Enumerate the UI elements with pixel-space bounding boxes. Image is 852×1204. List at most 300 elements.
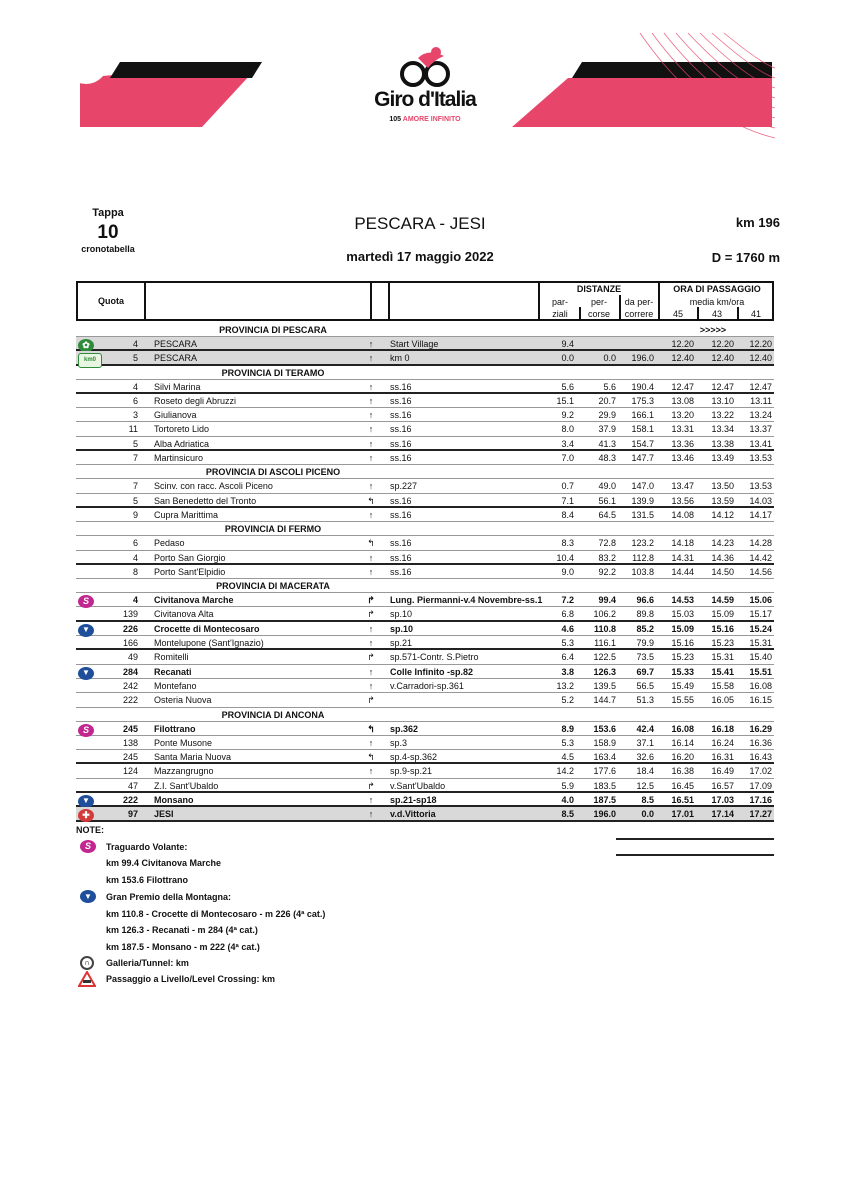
time-45-cell: 15.23	[671, 652, 694, 663]
direction-icon: ↑	[368, 766, 374, 777]
percorse-cell: 116.1	[594, 638, 616, 649]
time-41-cell: 14.03	[749, 495, 772, 506]
direction-icon: ↑	[368, 566, 374, 577]
stage-elevation-gain: D = 1760 m	[711, 250, 780, 265]
time-41-cell: 13.37	[749, 424, 772, 435]
quota-cell: 4	[132, 381, 138, 392]
parziali-cell: 9.0	[561, 566, 574, 577]
time-41-cell: 17.16	[749, 795, 772, 806]
parziali-cell: 7.2	[561, 595, 574, 606]
table-row	[76, 408, 774, 422]
road-cell: Colle Infinito -sp.82	[390, 666, 474, 677]
road-cell: sp.9-sp.21	[390, 766, 433, 777]
giro-logo-icon	[402, 47, 448, 85]
percorse-cell: 37.9	[598, 424, 616, 435]
direction-icon: ↱	[367, 695, 375, 706]
table-row	[76, 494, 774, 508]
quota-cell: 3	[132, 410, 138, 421]
table-row	[76, 437, 774, 451]
quota-cell: 245	[122, 723, 138, 734]
time-45-cell: 13.20	[671, 410, 694, 421]
time-41-cell: 14.28	[749, 538, 772, 549]
parziali-cell: 3.4	[561, 438, 574, 449]
time-41-cell: 14.17	[749, 509, 772, 520]
quota-cell: 47	[127, 780, 138, 791]
table-row	[76, 565, 774, 579]
time-41-cell: 12.40	[749, 353, 772, 364]
parziali-cell: 4.5	[561, 752, 574, 763]
table-row	[76, 779, 774, 793]
distanze-header: DISTANZE par- ziali per- corse da per- correre	[540, 283, 660, 319]
road-cell: sp.362	[390, 723, 419, 734]
time-45-cell: 13.36	[671, 438, 694, 449]
quota-cell: 242	[122, 680, 138, 691]
direction-icon: ↑	[368, 339, 374, 349]
table-row	[76, 793, 774, 807]
quota-header: Quota	[98, 296, 124, 306]
table-row	[76, 337, 774, 351]
logo-text: Giro d'Italia	[374, 88, 476, 111]
dapercorrere-cell: 56.5	[636, 680, 654, 691]
time-45-cell: 13.31	[671, 424, 694, 435]
stage-distance: km 196	[735, 215, 780, 230]
place-name: Crocette di Montecosaro	[154, 623, 260, 634]
parziali-cell: 0.0	[561, 353, 574, 364]
parziali-cell: 0.7	[561, 481, 574, 492]
logo-subtitle-num: 105	[389, 116, 402, 123]
tappa-number: 10	[97, 222, 119, 243]
direction-icon: ↱	[367, 595, 375, 606]
place-name: Scinv. con racc. Ascoli Piceno	[154, 481, 273, 492]
time-45-cell: 12.20	[671, 339, 694, 349]
table-row	[76, 479, 774, 493]
percorse-cell: 72.8	[598, 538, 616, 549]
parziali-cell: 8.3	[561, 538, 574, 549]
time-41-cell: 16.15	[749, 695, 772, 706]
time-45-cell: 13.46	[671, 453, 694, 464]
dapercorrere-cell: 166.1	[631, 410, 654, 421]
direction-icon: ↑	[368, 552, 374, 563]
time-45-cell: 16.08	[671, 723, 694, 734]
quota-cell: 97	[127, 809, 138, 820]
dapercorrere-cell: 139.9	[631, 495, 654, 506]
stage-title: PESCARA - JESI	[354, 214, 486, 233]
percorse-cell: 163.4	[593, 752, 616, 763]
parziali-cell: 8.4	[561, 509, 574, 520]
time-45-cell: 16.51	[671, 795, 694, 806]
percorse-cell: 29.9	[598, 410, 616, 421]
direction-icon: ↑	[368, 737, 374, 748]
place-name: Roseto degli Abruzzi	[154, 395, 237, 406]
parziali-cell: 10.4	[556, 552, 574, 563]
province-label: PROVINCIA DI ASCOLI PICENO	[205, 467, 341, 478]
time-45-cell: 14.08	[671, 509, 694, 520]
direction-icon: ↰	[367, 495, 375, 506]
tappa-label: Tappa	[92, 207, 124, 219]
dapercorrere-cell: 85.2	[636, 623, 654, 634]
place-name: Santa Maria Nuova	[154, 752, 232, 763]
table-row	[76, 508, 774, 522]
time-45-cell: 15.33	[671, 666, 694, 677]
dapercorrere-cell: 96.6	[636, 595, 654, 606]
table-row	[76, 422, 774, 436]
road-cell: sp.3	[390, 737, 408, 748]
time-43-cell: 16.24	[711, 737, 734, 748]
time-43-cell: 16.57	[711, 780, 734, 791]
province-header	[76, 708, 774, 722]
table-row	[76, 607, 774, 621]
place-name: Tortoreto Lido	[154, 424, 210, 435]
time-45-cell: 17.01	[671, 809, 694, 820]
dapercorrere-cell: 32.6	[636, 752, 654, 763]
dapercorrere-cell: 196.0	[631, 353, 654, 364]
mountain-gpm-icon: ▼	[78, 624, 94, 637]
parziali-cell: 5.3	[561, 737, 574, 748]
table-row	[76, 665, 774, 679]
percorse-cell: 196.0	[593, 809, 616, 820]
parziali-cell: 4.6	[561, 623, 574, 634]
time-41-cell: 16.29	[749, 723, 772, 734]
direction-icon: ↰	[367, 538, 375, 549]
dapercorrere-cell: 73.5	[636, 652, 654, 663]
quota-cell: 4	[132, 339, 138, 349]
road-cell: v.Carradori-sp.361	[390, 680, 464, 691]
start-village-icon: ✿	[78, 339, 94, 352]
dapercorrere-cell: 154.7	[631, 438, 654, 449]
percorse-cell: 106.2	[593, 609, 616, 620]
percorse-cell: 187.5	[593, 795, 616, 806]
time-43-cell: 13.22	[711, 410, 734, 421]
time-43-cell: 12.40	[711, 353, 734, 364]
percorse-cell: 5.6	[603, 381, 616, 392]
road-cell: Lung. Piermanni-v.4 Novembre-ss.1	[390, 595, 543, 606]
dapercorrere-cell: 123.2	[631, 538, 654, 549]
place-name: Mazzangrugno	[154, 766, 214, 777]
direction-icon: ↑	[368, 623, 374, 634]
time-45-cell: 14.18	[671, 538, 694, 549]
kom-note: km 126.3 - Recanati - m 284 (4ª cat.)	[106, 925, 258, 935]
place-name: Martinsicuro	[154, 453, 204, 464]
province-label: PROVINCIA DI PESCARA	[219, 325, 327, 335]
quota-cell: 6	[132, 538, 138, 549]
kom-note: km 110.8 - Crocette di Montecosaro - m 226 (4ª cat.)	[106, 909, 326, 919]
percorse-cell: 99.4	[598, 595, 616, 606]
percorse-cell: 56.1	[598, 495, 616, 506]
road-cell: v.Sant'Ubaldo	[390, 780, 446, 791]
dapercorrere-cell: 69.7	[636, 666, 654, 677]
road-cell: ss.16	[390, 381, 412, 392]
dapercorrere-cell: 158.1	[631, 424, 654, 435]
time-45-cell: 15.49	[671, 680, 694, 691]
table-row	[76, 536, 774, 550]
time-43-cell: 13.10	[711, 395, 734, 406]
road-cell: ss.16	[390, 552, 412, 563]
time-41-cell: 15.17	[749, 609, 772, 620]
parziali-cell: 6.8	[561, 609, 574, 620]
time-43-cell: 17.03	[711, 795, 734, 806]
time-43-cell: 13.59	[711, 495, 734, 506]
parziali-cell: 8.0	[561, 424, 574, 435]
parziali-cell: 4.0	[561, 795, 574, 806]
time-43-cell: 14.12	[711, 509, 734, 520]
time-41-cell: 12.20	[749, 339, 772, 349]
time-45-cell: 14.31	[671, 552, 694, 563]
table-row	[76, 679, 774, 693]
time-41-cell: 13.11	[750, 395, 772, 406]
time-45-cell: 13.56	[671, 495, 694, 506]
time-45-cell: 16.20	[671, 752, 694, 763]
time-43-cell: 16.05	[711, 695, 734, 706]
place-name: PESCARA	[154, 339, 198, 349]
direction-icon: ↰	[367, 752, 375, 763]
percorse-cell: 122.5	[593, 652, 616, 663]
table-row	[76, 451, 774, 465]
tunnel-label: Galleria/Tunnel: km	[106, 958, 189, 968]
road-cell: ss.16	[390, 566, 412, 577]
time-41-cell: 13.53	[749, 481, 772, 492]
direction-icon: ↱	[367, 609, 375, 620]
percorse-cell: 126.3	[593, 666, 616, 677]
quota-cell: 138	[122, 737, 138, 748]
road-cell: ss.16	[390, 410, 412, 421]
time-41-cell: 17.02	[749, 766, 772, 777]
km0-icon: km0	[78, 353, 102, 368]
parziali-cell: 5.6	[561, 381, 574, 392]
stage-date: martedì 17 maggio 2022	[346, 249, 494, 264]
quota-cell: 4	[132, 595, 138, 606]
time-43-cell: 16.31	[711, 752, 734, 763]
time-43-cell: 15.09	[711, 609, 734, 620]
table-row	[76, 622, 774, 636]
parziali-cell: 7.1	[561, 495, 574, 506]
province-header	[76, 366, 774, 380]
direction-icon: ↑	[368, 795, 374, 806]
province-label: PROVINCIA DI FERMO	[224, 524, 322, 535]
kom-note: km 187.5 - Monsano - m 222 (4ª cat.)	[106, 942, 260, 952]
parziali-cell: 9.2	[561, 410, 574, 421]
parziali-cell: 8.9	[561, 723, 574, 734]
quota-cell: 7	[132, 481, 138, 492]
table-row	[76, 693, 774, 707]
direction-icon: ↑	[368, 453, 374, 464]
percorse-cell: 41.3	[598, 438, 616, 449]
sprint-s-icon: S	[78, 595, 94, 608]
time-41-cell: 17.09	[749, 780, 772, 791]
direction-icon: ↱	[367, 652, 375, 663]
time-41-cell: 16.43	[749, 752, 772, 763]
time-41-cell: 13.24	[749, 410, 772, 421]
direction-icon: ↑	[368, 410, 374, 421]
percorse-cell: 64.5	[598, 509, 616, 520]
mountain-gpm-icon: ▼	[78, 795, 94, 808]
tunnel-icon: ∩	[80, 956, 94, 970]
dapercorrere-cell: 89.8	[636, 609, 654, 620]
road-cell: ss.16	[390, 509, 412, 520]
quota-cell: 245	[122, 752, 138, 763]
time-41-cell: 13.41	[749, 438, 772, 449]
signature-line	[616, 838, 774, 840]
parziali-cell: 9.4	[561, 339, 574, 349]
percorse-cell: 153.6	[593, 723, 616, 734]
table-row	[76, 636, 774, 650]
percorse-cell: 48.3	[598, 453, 616, 464]
dapercorrere-cell: 79.9	[636, 638, 654, 649]
road-cell: sp.10	[390, 609, 413, 620]
direction-icon: ↑	[368, 509, 374, 520]
time-45-cell: 16.45	[671, 780, 694, 791]
direction-icon: ↑	[368, 381, 374, 392]
percorse-cell: 144.7	[593, 695, 616, 706]
time-41-cell: 13.53	[749, 453, 772, 464]
place-name: Montelupone (Sant'Ignazio)	[154, 638, 264, 649]
table-row	[76, 736, 774, 750]
time-41-cell: 14.56	[749, 566, 772, 577]
sprint-label: Traguardo Volante:	[106, 842, 188, 852]
time-45-cell: 16.14	[671, 737, 694, 748]
time-43-cell: 13.34	[711, 424, 734, 435]
quota-cell: 7	[132, 453, 138, 464]
direction-icon: ↰	[367, 723, 375, 734]
time-45-cell: 15.55	[671, 695, 694, 706]
table-row	[76, 351, 774, 365]
place-name: Giulianova	[154, 410, 197, 421]
tappa-subtitle: cronotabella	[81, 244, 135, 254]
time-43-cell: 13.49	[711, 453, 734, 464]
dapercorrere-cell: 131.5	[631, 509, 654, 520]
parziali-cell: 15.1	[556, 395, 574, 406]
road-cell: sp.21	[390, 638, 413, 649]
parziali-cell: 8.5	[561, 809, 574, 820]
sprint-s-icon: S	[78, 724, 94, 737]
time-41-cell: 16.36	[749, 737, 772, 748]
place-name: Pedaso	[154, 538, 185, 549]
place-name: JESI	[154, 809, 174, 820]
percorse-cell: 183.5	[593, 780, 616, 791]
logo-subtitle-text: AMORE INFINITO	[402, 116, 461, 123]
dapercorrere-cell: 8.5	[641, 795, 654, 806]
road-cell: ss.16	[390, 495, 412, 506]
place-name: Recanati	[154, 666, 192, 677]
time-45-cell: 16.38	[671, 766, 694, 777]
quota-cell: 8	[132, 566, 138, 577]
quota-cell: 226	[122, 623, 138, 634]
dapercorrere-cell: 103.8	[631, 566, 654, 577]
time-45-cell: 15.09	[671, 623, 694, 634]
province-label: PROVINCIA DI MACERATA	[216, 581, 330, 592]
percorse-cell: 139.5	[593, 680, 616, 691]
province-header	[76, 465, 774, 479]
percorse-cell: 20.7	[598, 395, 616, 406]
place-name: Monsano	[154, 795, 194, 806]
dapercorrere-cell: 0.0	[641, 809, 654, 820]
percorse-cell: 0.0	[603, 353, 616, 364]
direction-icon: ↑	[368, 481, 374, 492]
direction-arrows: >>>>>	[699, 325, 727, 335]
province-header	[76, 323, 774, 337]
time-45-cell: 12.40	[671, 353, 694, 364]
dapercorrere-cell: 51.3	[636, 695, 654, 706]
direction-icon: ↱	[367, 780, 375, 791]
time-43-cell: 14.36	[711, 552, 734, 563]
road-cell: ss.16	[390, 438, 412, 449]
percorse-cell: 49.0	[598, 481, 616, 492]
table-row	[76, 551, 774, 565]
dapercorrere-cell: 42.4	[636, 723, 654, 734]
dapercorrere-cell: 18.4	[636, 766, 654, 777]
time-41-cell: 14.42	[749, 552, 772, 563]
time-41-cell: 17.27	[749, 809, 772, 820]
table-row	[76, 394, 774, 408]
quota-cell: 139	[122, 609, 138, 620]
province-label: PROVINCIA DI ANCONA	[221, 709, 325, 720]
place-name: PESCARA	[154, 353, 198, 364]
place-name: Silvi Marina	[154, 381, 201, 392]
time-41-cell: 15.51	[749, 666, 772, 677]
place-name: Montefano	[154, 680, 197, 691]
finish-icon: ✚	[78, 809, 94, 822]
time-41-cell: 16.08	[749, 680, 772, 691]
time-43-cell: 15.23	[711, 638, 734, 649]
time-43-cell: 15.41	[711, 666, 734, 677]
kom-label: Gran Premio della Montagna:	[106, 892, 232, 902]
place-name: Romitelli	[154, 652, 189, 663]
table-row	[76, 593, 774, 607]
percorse-cell: 92.2	[598, 566, 616, 577]
road-cell: ss.16	[390, 538, 412, 549]
time-45-cell: 14.53	[671, 595, 694, 606]
road-cell: sp.571-Contr. S.Pietro	[390, 652, 479, 663]
speed-45: 45	[672, 309, 683, 319]
table-row	[76, 650, 774, 664]
direction-icon: ↑	[368, 395, 374, 406]
place-name: Osteria Nuova	[154, 695, 212, 706]
dapercorrere-cell: 112.8	[632, 552, 654, 563]
time-45-cell: 13.47	[671, 481, 694, 492]
time-41-cell: 15.31	[749, 638, 772, 649]
place-name: Porto Sant'Elpidio	[154, 566, 226, 577]
time-43-cell: 15.16	[711, 623, 734, 634]
direction-icon: ↑	[368, 809, 374, 820]
road-cell: sp.10	[390, 623, 414, 634]
road-cell: ss.16	[390, 453, 412, 464]
table-row	[76, 750, 774, 764]
speed-43: 43	[711, 309, 722, 319]
time-45-cell: 14.44	[671, 566, 694, 577]
table-row	[76, 764, 774, 778]
place-name: Filottrano	[154, 723, 196, 734]
direction-icon: ↑	[368, 353, 374, 364]
giro-banner	[0, 0, 852, 150]
direction-icon: ↑	[368, 666, 374, 677]
parziali-cell: 5.3	[561, 638, 574, 649]
province-header	[76, 522, 774, 536]
dapercorrere-cell: 12.5	[636, 780, 654, 791]
time-43-cell: 15.31	[711, 652, 734, 663]
parziali-cell: 3.8	[561, 666, 574, 677]
time-45-cell: 15.03	[671, 609, 694, 620]
signature-line	[616, 854, 774, 856]
table-row	[76, 807, 774, 821]
percorse-cell: 110.8	[593, 623, 616, 634]
route-table	[76, 323, 774, 822]
quota-cell: 11	[128, 424, 138, 435]
road-cell: sp.4-sp.362	[390, 752, 438, 763]
quota-cell: 5	[132, 495, 138, 506]
time-43-cell: 14.23	[711, 538, 734, 549]
direction-icon: ↑	[368, 438, 374, 449]
quota-cell: 49	[127, 652, 138, 663]
time-41-cell: 15.40	[749, 652, 772, 663]
